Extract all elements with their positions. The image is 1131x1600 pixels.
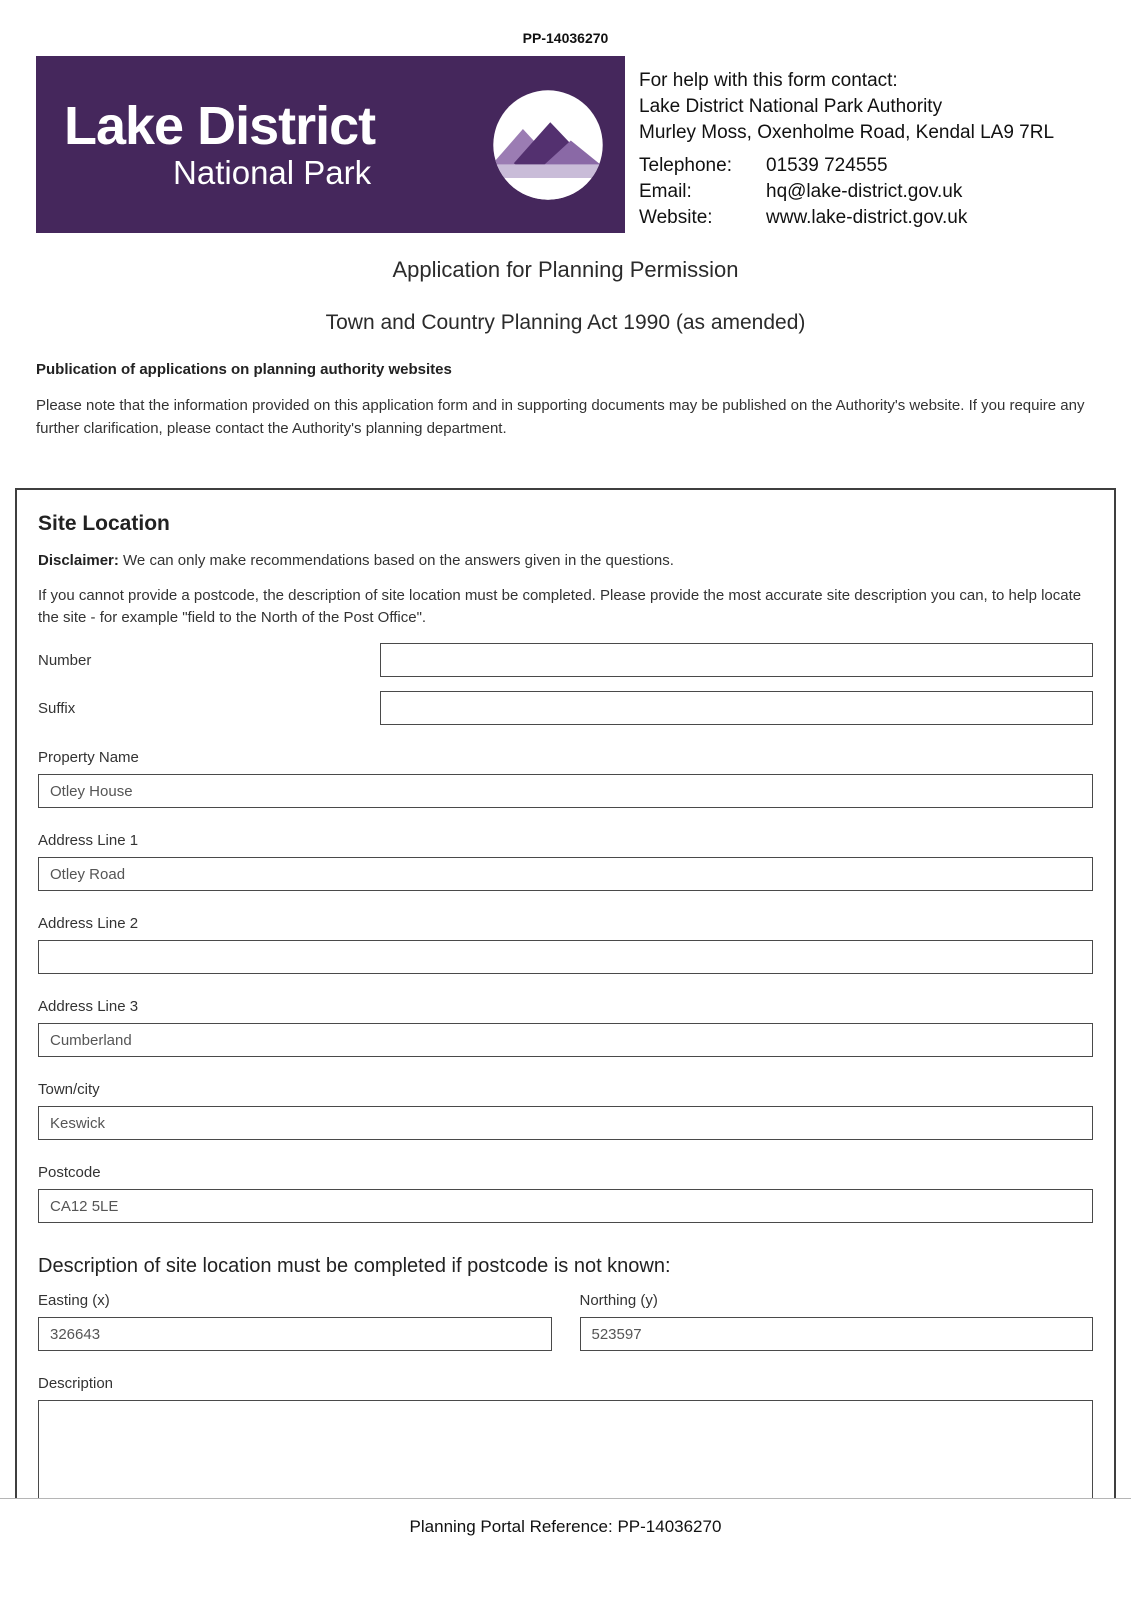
number-label: Number xyxy=(38,651,92,669)
contact-authority: Lake District National Park Authority xyxy=(639,96,943,117)
address-line-3-row xyxy=(38,998,1093,1057)
disclaimer-text: We can only make recommendations based on the answers given in the questions. xyxy=(123,552,674,569)
postcode-label: Postcode xyxy=(38,1164,101,1181)
publication-heading: Publication of applications on planning authority websites xyxy=(36,361,452,378)
suffix-input[interactable] xyxy=(380,691,1093,725)
contact-panel xyxy=(625,56,1095,233)
footer-reference: Planning Portal Reference: PP-14036270 xyxy=(409,1517,722,1536)
email-value: hq@lake-district.gov.uk xyxy=(766,181,963,202)
suffix-row xyxy=(38,691,1093,725)
description-label: Description xyxy=(38,1375,114,1392)
northing-input[interactable] xyxy=(580,1317,1094,1351)
contact-rows xyxy=(639,153,1095,231)
property-name-row xyxy=(38,749,1093,808)
disclaimer xyxy=(38,552,1093,569)
contact-email-row xyxy=(639,179,1095,205)
brand-subtitle: National Park xyxy=(173,153,372,191)
email-label: Email: xyxy=(639,181,692,202)
site-location-section xyxy=(15,488,1116,1498)
northing-field xyxy=(580,1292,1094,1351)
website-value: www.lake-district.gov.uk xyxy=(766,207,968,228)
postcode-input[interactable] xyxy=(38,1189,1093,1223)
address-line-3-input[interactable] xyxy=(38,1023,1093,1057)
address-line-2-input[interactable] xyxy=(38,940,1093,974)
easting-label: Easting (x) xyxy=(38,1292,110,1309)
easting-input[interactable] xyxy=(38,1317,552,1351)
top-reference: PP-14036270 xyxy=(522,30,609,46)
lake-district-logo-icon xyxy=(491,88,605,202)
number-row xyxy=(38,643,1093,677)
address-line-2-row xyxy=(38,915,1093,974)
address-line-1-row xyxy=(38,832,1093,891)
coordinates-row xyxy=(38,1292,1093,1351)
contact-website-row xyxy=(639,205,1095,231)
property-name-label: Property Name xyxy=(38,749,139,766)
form-title: Application for Planning Permission xyxy=(392,257,739,282)
northing-label: Northing (y) xyxy=(579,1292,658,1309)
brand-title: Lake District xyxy=(64,96,376,156)
phone-value: 01539 724555 xyxy=(766,155,888,176)
description-input[interactable] xyxy=(38,1400,1093,1498)
address-line-1-input[interactable] xyxy=(38,857,1093,891)
town-city-row xyxy=(38,1081,1093,1140)
brand-wordmark xyxy=(64,98,375,191)
town-city-label: Town/city xyxy=(38,1081,100,1098)
site-location-intro: If you cannot provide a postcode, the description of site location must be completed. Please provide the most accurate site description you can, to help locate the site - for example "field to the North of the Post Office". xyxy=(38,587,1082,626)
header-banner xyxy=(36,56,1095,233)
property-name-input[interactable] xyxy=(38,774,1093,808)
contact-intro: For help with this form contact: xyxy=(639,70,898,91)
address-line-1-label: Address Line 1 xyxy=(38,832,139,849)
description-requirement-heading: Description of site location must be completed if postcode is not known: xyxy=(38,1255,671,1277)
contact-phone-row xyxy=(639,153,1095,179)
number-input[interactable] xyxy=(380,643,1093,677)
form-subtitle: Town and Country Planning Act 1990 (as amended) xyxy=(325,311,806,334)
disclaimer-label: Disclaimer: xyxy=(38,552,119,569)
publication-body: Please note that the information provided on this application form and in supporting documents may be published on the Authority's website. If you require any further clarification, please contact the Authority's planning department. xyxy=(36,397,1085,437)
site-location-heading: Site Location xyxy=(38,512,170,535)
easting-field xyxy=(38,1292,552,1351)
website-label: Website: xyxy=(639,207,713,228)
contact-address: Murley Moss, Oxenholme Road, Kendal LA9 7RL xyxy=(639,122,1055,143)
brand-panel xyxy=(36,56,625,233)
address-line-3-label: Address Line 3 xyxy=(38,998,139,1015)
description-row xyxy=(38,1375,1093,1498)
postcode-row xyxy=(38,1164,1093,1223)
suffix-label: Suffix xyxy=(38,699,76,717)
address-line-2-label: Address Line 2 xyxy=(38,915,139,932)
town-city-input[interactable] xyxy=(38,1106,1093,1140)
phone-label: Telephone: xyxy=(639,155,732,176)
